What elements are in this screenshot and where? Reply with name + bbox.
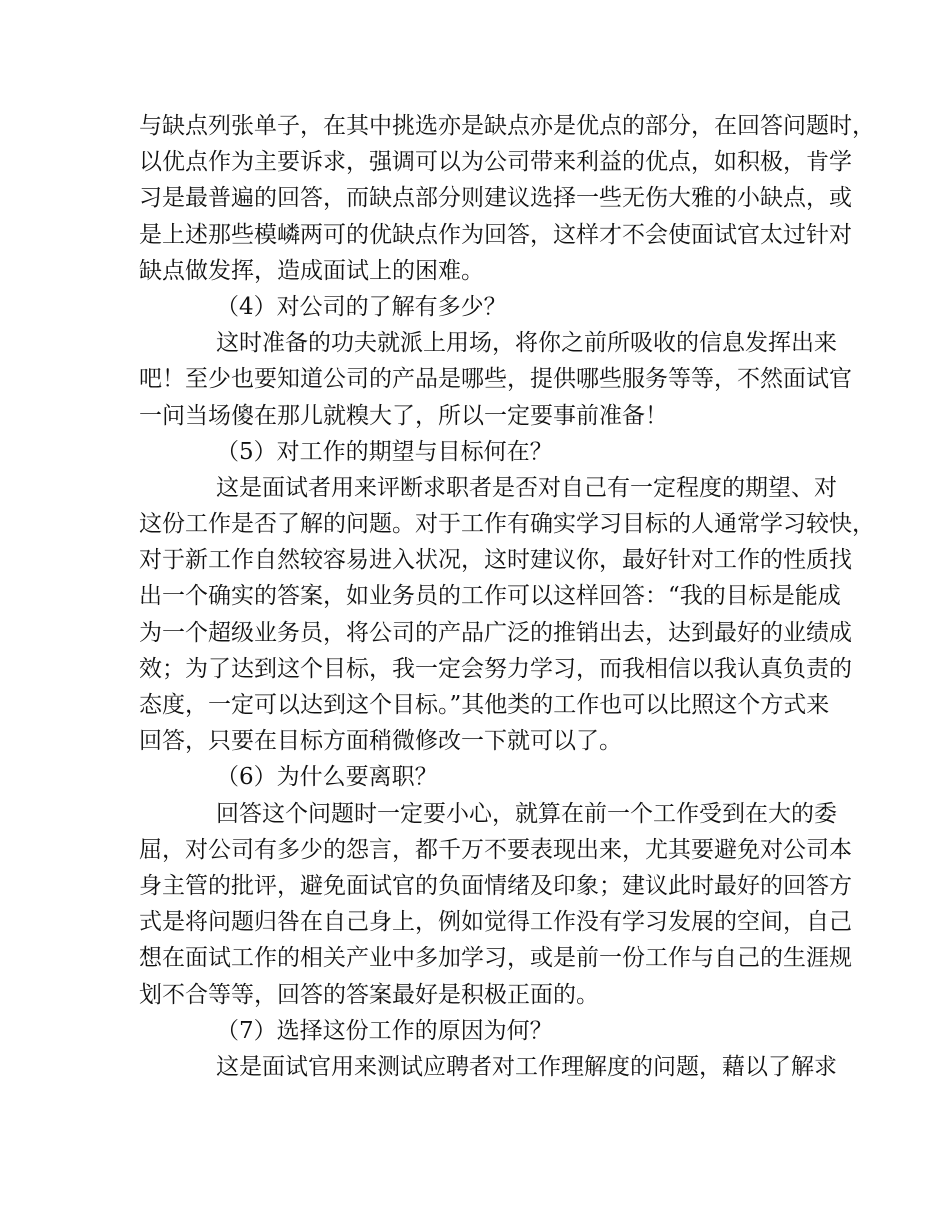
paragraph-line: 式是将问题归咎在自己身上，例如觉得工作没有学习发展的空间，自己 — [139, 909, 852, 936]
paragraph-line: 这是面试者用来评断求职者是否对自己有一定程度的期望、对 — [216, 474, 837, 501]
paragraph-line: 划不合等等，回答的答案最好是积极正面的。 — [139, 981, 599, 1008]
paragraph-line: 习是最普遍的回答，而缺点部分则建议选择一些无伤大雅的小缺点，或 — [139, 185, 852, 212]
paragraph-line: 对于新工作自然较容易进入状况，这时建议你，最好针对工作的性质找 — [139, 547, 852, 574]
question-heading: （5）对工作的期望与目标何在？ — [216, 438, 553, 465]
paragraph-line: 这时准备的功夫就派上用场，将你之前所吸收的信息发挥出来 — [216, 330, 837, 357]
paragraph-line: 一问当场傻在那儿就糗大了，所以一定要事前准备！ — [139, 402, 668, 429]
paragraph-line: 与缺点列张单子，在其中挑选亦是缺点亦是优点的部分，在回答问题时， — [139, 113, 875, 139]
paragraph-line: 回答，只要在目标方面稍微修改一下就可以了。 — [139, 728, 622, 755]
paragraph-line: 以优点作为主要诉求，强调可以为公司带来利益的优点，如积极，肯学 — [139, 149, 852, 176]
paragraph-line: 效；为了达到这个目标，我一定会努力学习，而我相信以我认真负责的 — [139, 655, 852, 682]
question-heading: （7）选择这份工作的原因为何？ — [216, 1017, 553, 1044]
question-heading: （4）对公司的了解有多少？ — [216, 293, 507, 320]
paragraph-line: 态度，一定可以达到这个目标。”其他类的工作也可以比照这个方式来 — [139, 692, 830, 718]
question-heading: （6）为什么要离职？ — [216, 764, 438, 791]
paragraph-line: 是上述那些模嶙两可的优缺点作为回答，这样才不会使面试官太过针对 — [139, 221, 852, 248]
paragraph-line: 为一个超级业务员，将公司的产品广泛的推销出去，达到最好的业绩成 — [139, 619, 852, 646]
paragraph-line: 吧！至少也要知道公司的产品是哪些，提供哪些服务等等，不然面试官 — [139, 366, 852, 393]
paragraph-line: 想在面试工作的相关产业中多加学习，或是前一份工作与自己的生涯规 — [139, 945, 852, 972]
paragraph-line: 身主管的批评，避免面试官的负面情绪及印象；建议此时最好的回答方 — [139, 872, 852, 899]
paragraph-line: 这是面试官用来测试应聘者对工作理解度的问题，藉以了解求 — [216, 1053, 837, 1080]
paragraph-line: 回答这个问题时一定要小心，就算在前一个工作受到在大的委 — [216, 800, 837, 827]
paragraph-line: 这份工作是否了解的问题。对于工作有确实学习目标的人通常学习较快， — [139, 511, 875, 538]
document-body — [139, 108, 875, 1085]
paragraph-line: 屈，对公司有多少的怨言，都千万不要表现出来，尤其要避免对公司本 — [139, 836, 852, 863]
paragraph-line: 出一个确实的答案，如业务员的工作可以这样回答：“我的目标是能成 — [139, 583, 841, 610]
paragraph-line: 缺点做发挥，造成面试上的困难。 — [139, 257, 484, 284]
